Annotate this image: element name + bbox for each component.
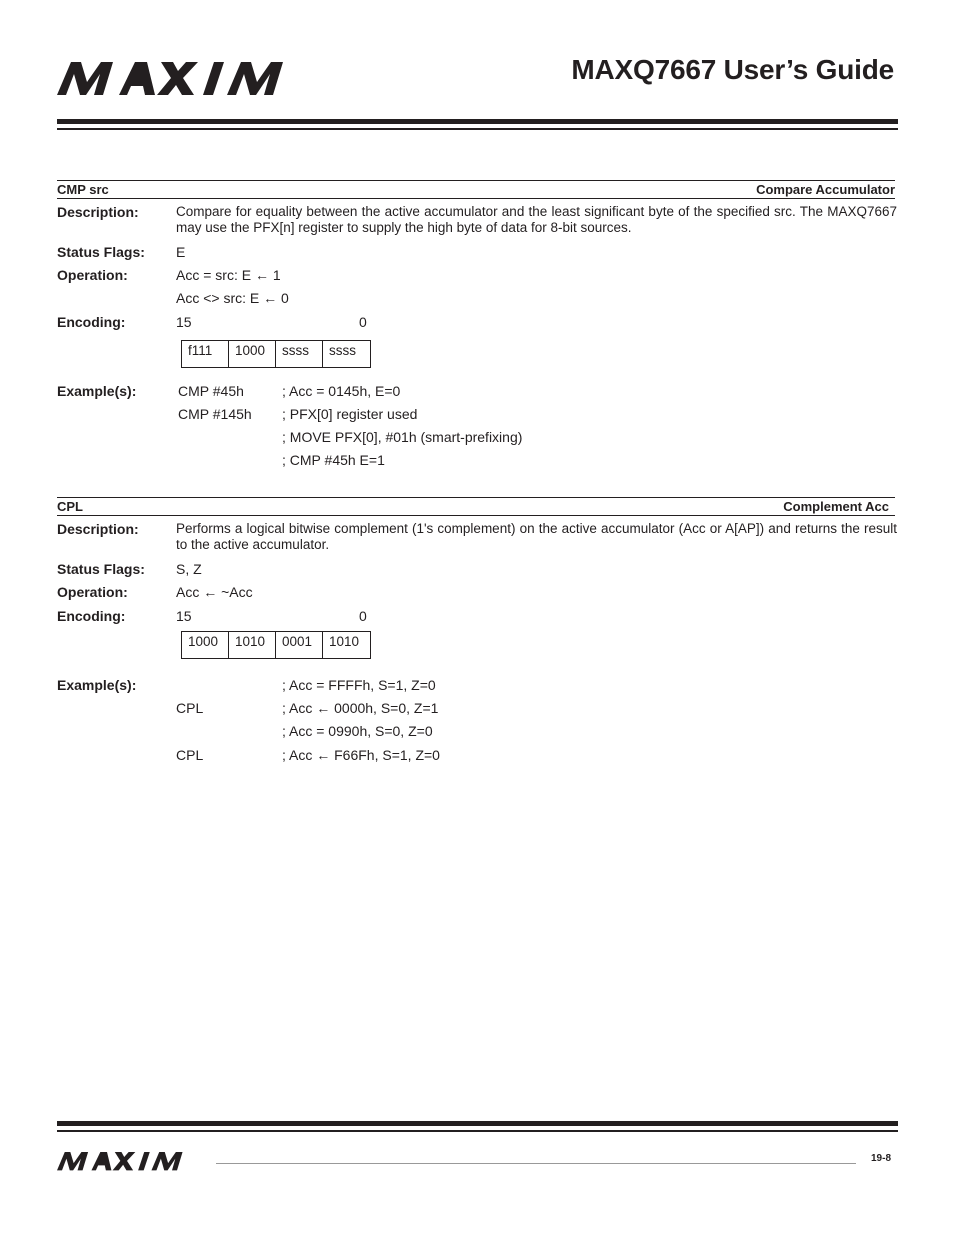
example-comment: ; Acc ← F66Fh, S=1, Z=0 (282, 747, 440, 763)
examples-label: Example(s): (57, 677, 137, 693)
instruction-name: CPL (57, 499, 83, 514)
encoding-cell: f111 (182, 341, 229, 367)
encoding-cell: ssss (329, 343, 356, 358)
example-comment: ; Acc ← 0000h, S=0, Z=1 (282, 700, 439, 716)
operation-label: Operation: (57, 267, 128, 283)
instruction-heading: Complement Acc (783, 499, 889, 514)
encoding-label: Encoding: (57, 314, 126, 330)
status-flags-value: S, Z (176, 561, 202, 577)
maxim-logo (57, 62, 327, 96)
footer-divider (216, 1163, 856, 1164)
example-comment: ; Acc = 0145h, E=0 (282, 383, 401, 399)
example-comment: ; Acc = FFFFh, S=1, Z=0 (282, 677, 436, 693)
footer-rule (57, 1121, 898, 1126)
status-flags-value: E (176, 244, 186, 260)
description-text: Compare for equality between the active accumulator and the least significant byte of the specified src. The MAXQ7667 may use the PFX[n] register to supply the high byte of data for 8-bit sources. (176, 204, 897, 235)
encoding-high-bit: 15 (176, 314, 192, 330)
example-comment: ; MOVE PFX[0], #01h (smart-prefixing) (282, 429, 523, 445)
example-comment: ; CMP #45h E=1 (282, 452, 385, 468)
encoding-cell: 1000 (182, 632, 229, 658)
encoding-cell: 1010 (229, 632, 276, 658)
example-comment: ; Acc = 0990h, S=0, Z=0 (282, 723, 433, 739)
examples-label: Example(s): (57, 383, 137, 399)
example-comment: ; PFX[0] register used (282, 406, 418, 422)
document-title: MAXQ7667 User’s Guide (571, 54, 894, 85)
status-flags-label: Status Flags: (57, 244, 145, 260)
maxim-logo-footer (57, 1152, 207, 1172)
encoding-cell: 1010 (329, 634, 360, 649)
instruction-name: CMP src (57, 182, 109, 197)
example-code: CMP #145h (178, 406, 252, 422)
description-label: Description: (57, 204, 139, 220)
example-code: CPL (176, 747, 204, 763)
page-number: 19-8 (870, 1153, 891, 1164)
footer-rule-thin (57, 1130, 898, 1132)
encoding-table (181, 340, 371, 368)
operation-line: Acc ← ~Acc (176, 584, 253, 600)
description-label: Description: (57, 521, 139, 537)
encoding-low-bit: 0 (359, 314, 367, 330)
example-code: CMP #45h (178, 383, 244, 399)
encoding-cell: ssss (276, 341, 323, 367)
encoding-cell: 1000 (229, 341, 276, 367)
encoding-table (181, 631, 371, 659)
example-code: CPL (176, 700, 204, 716)
encoding-low-bit: 0 (359, 608, 367, 624)
svg-text:MAXIM: MAXIM (57, 62, 61, 63)
section-header-cpl (57, 497, 895, 516)
section-header-cmp (57, 180, 895, 199)
encoding-high-bit: 15 (176, 608, 192, 624)
encoding-cell: 0001 (276, 632, 323, 658)
header-rule-thin (57, 128, 898, 130)
header-rule (57, 119, 898, 124)
encoding-label: Encoding: (57, 608, 126, 624)
operation-label: Operation: (57, 584, 128, 600)
instruction-heading: Compare Accumulator (756, 182, 895, 197)
operation-line: Acc <> src: E ← 0 (176, 290, 289, 306)
operation-line: Acc = src: E ← 1 (176, 267, 281, 283)
description-text: Performs a logical bitwise complement (1's complement) on the active accumulator (Acc or A[AP]) and returns the result to the active accumulator. (176, 521, 897, 552)
status-flags-label: Status Flags: (57, 561, 145, 577)
